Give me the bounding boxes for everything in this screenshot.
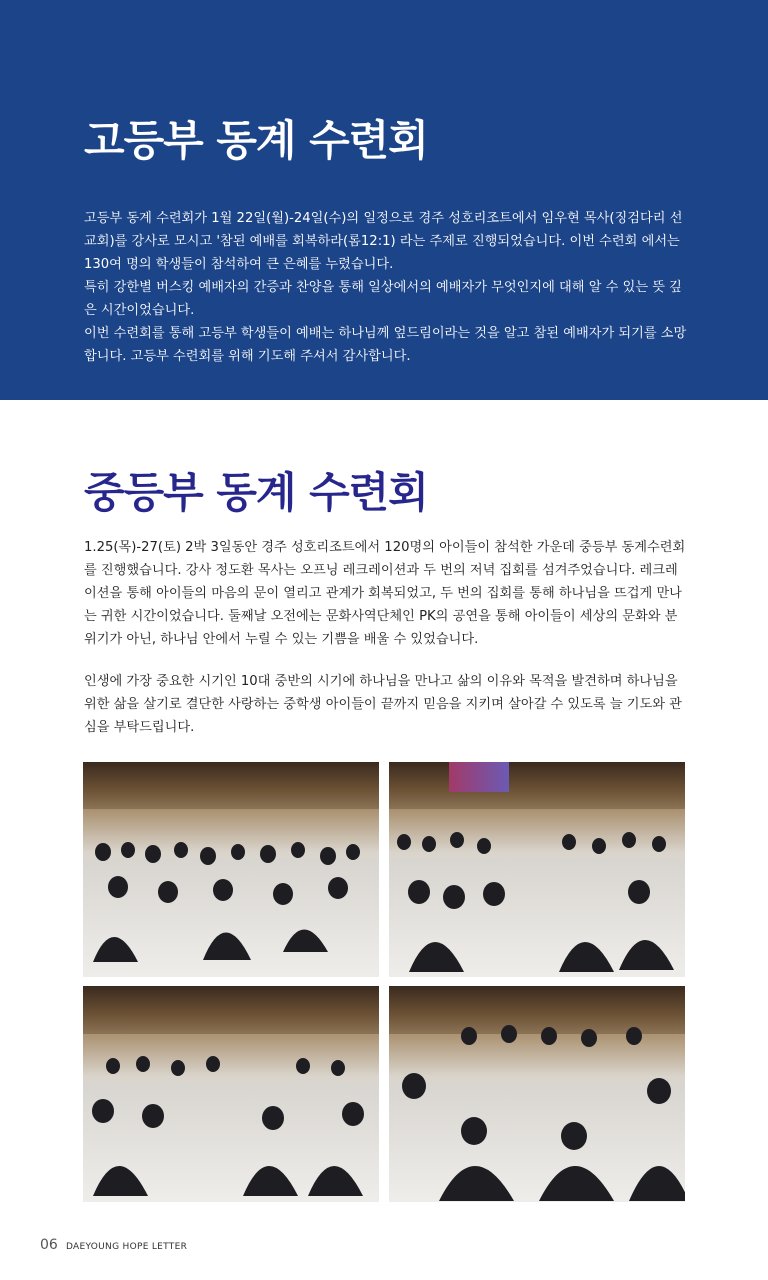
paragraph: 이번 수련회를 통해 고등부 학생들이 예배는 하나님께 엎드림이라는 것을 알고 참된 예배자가 되기를 소망합니다. 고등부 수련회를 위해 기도해 주셔서 감사합니다. bbox=[84, 326, 687, 364]
retreat-photo bbox=[83, 762, 379, 977]
paragraph: 고등부 동계 수련회가 1월 22일(월)-24일(수)의 일정으로 경주 성호리조트에서 임우현 목사(징검다리 선교회)를 강사로 모시고 '참된 예배를 회복하라(롬12:1) 라는 주제로 진행되었습니다. 이번 수련회 에서는 130여 명의 학생들이 참석하여 큰 은혜를 누렸습니다. bbox=[84, 211, 683, 272]
crowd-illustration bbox=[389, 1016, 685, 1202]
high-school-retreat-body bbox=[84, 207, 689, 368]
projection-screen bbox=[449, 762, 509, 792]
photo-grid bbox=[83, 762, 685, 1202]
crowd-illustration bbox=[389, 822, 685, 977]
publication-label: DAEYOUNG HOPE LETTER bbox=[65, 1242, 188, 1252]
middle-school-retreat-body bbox=[84, 536, 689, 739]
middle-school-retreat-title: 중등부 동계 수련회 bbox=[84, 468, 428, 517]
high-school-retreat-title: 고등부 동계 수련회 bbox=[84, 116, 428, 165]
page-footer bbox=[40, 1237, 187, 1253]
paragraph: 인생에 가장 중요한 시기인 10대 중반의 시기에 하나님을 만나고 삶의 이유와 목적을 발견하며 하나님을 위한 삶을 살기로 결단한 사랑하는 중학생 아이들이 끝까지 믿음을 지키며 살아갈 수 있도록 늘 기도와 관심을 부탁드립니다. bbox=[84, 674, 682, 735]
retreat-photo bbox=[83, 986, 379, 1202]
paragraph: 1.25(목)-27(토) 2박 3일동안 경주 성호리조트에서 120명의 아이들이 참석한 가운데 중등부 동계수련회를 진행했습니다. 강사 정도환 목사는 오프닝 레크레이션과 두 번의 저녁 집회를 섬겨주었습니다. 레크레이션을 통해 아이들의 마음의 문이 열리고 관계가 회복되었고, 두 번의 집회를 통해 하나님을 뜨겁게 만나는 귀한 시간이었습니다. 둘째날 오전에는 문화사역단체인 PK의 공연을 통해 아이들이 세상의 문화와 분위기가 아닌, 하나님 안에서 누릴 수 있는 기쁨을 배울 수 있었습니다. bbox=[84, 540, 686, 647]
retreat-photo bbox=[389, 762, 685, 977]
paragraph: 특히 강한별 버스킹 예배자의 간증과 찬양을 통해 일상에서의 예배자가 무엇인지에 대해 알 수 있는 뜻 깊은 시간이었습니다. bbox=[84, 280, 682, 318]
crowd-illustration bbox=[83, 832, 379, 977]
retreat-photo bbox=[389, 986, 685, 1202]
crowd-illustration bbox=[83, 1046, 379, 1202]
page-number: 06 bbox=[40, 1237, 58, 1253]
